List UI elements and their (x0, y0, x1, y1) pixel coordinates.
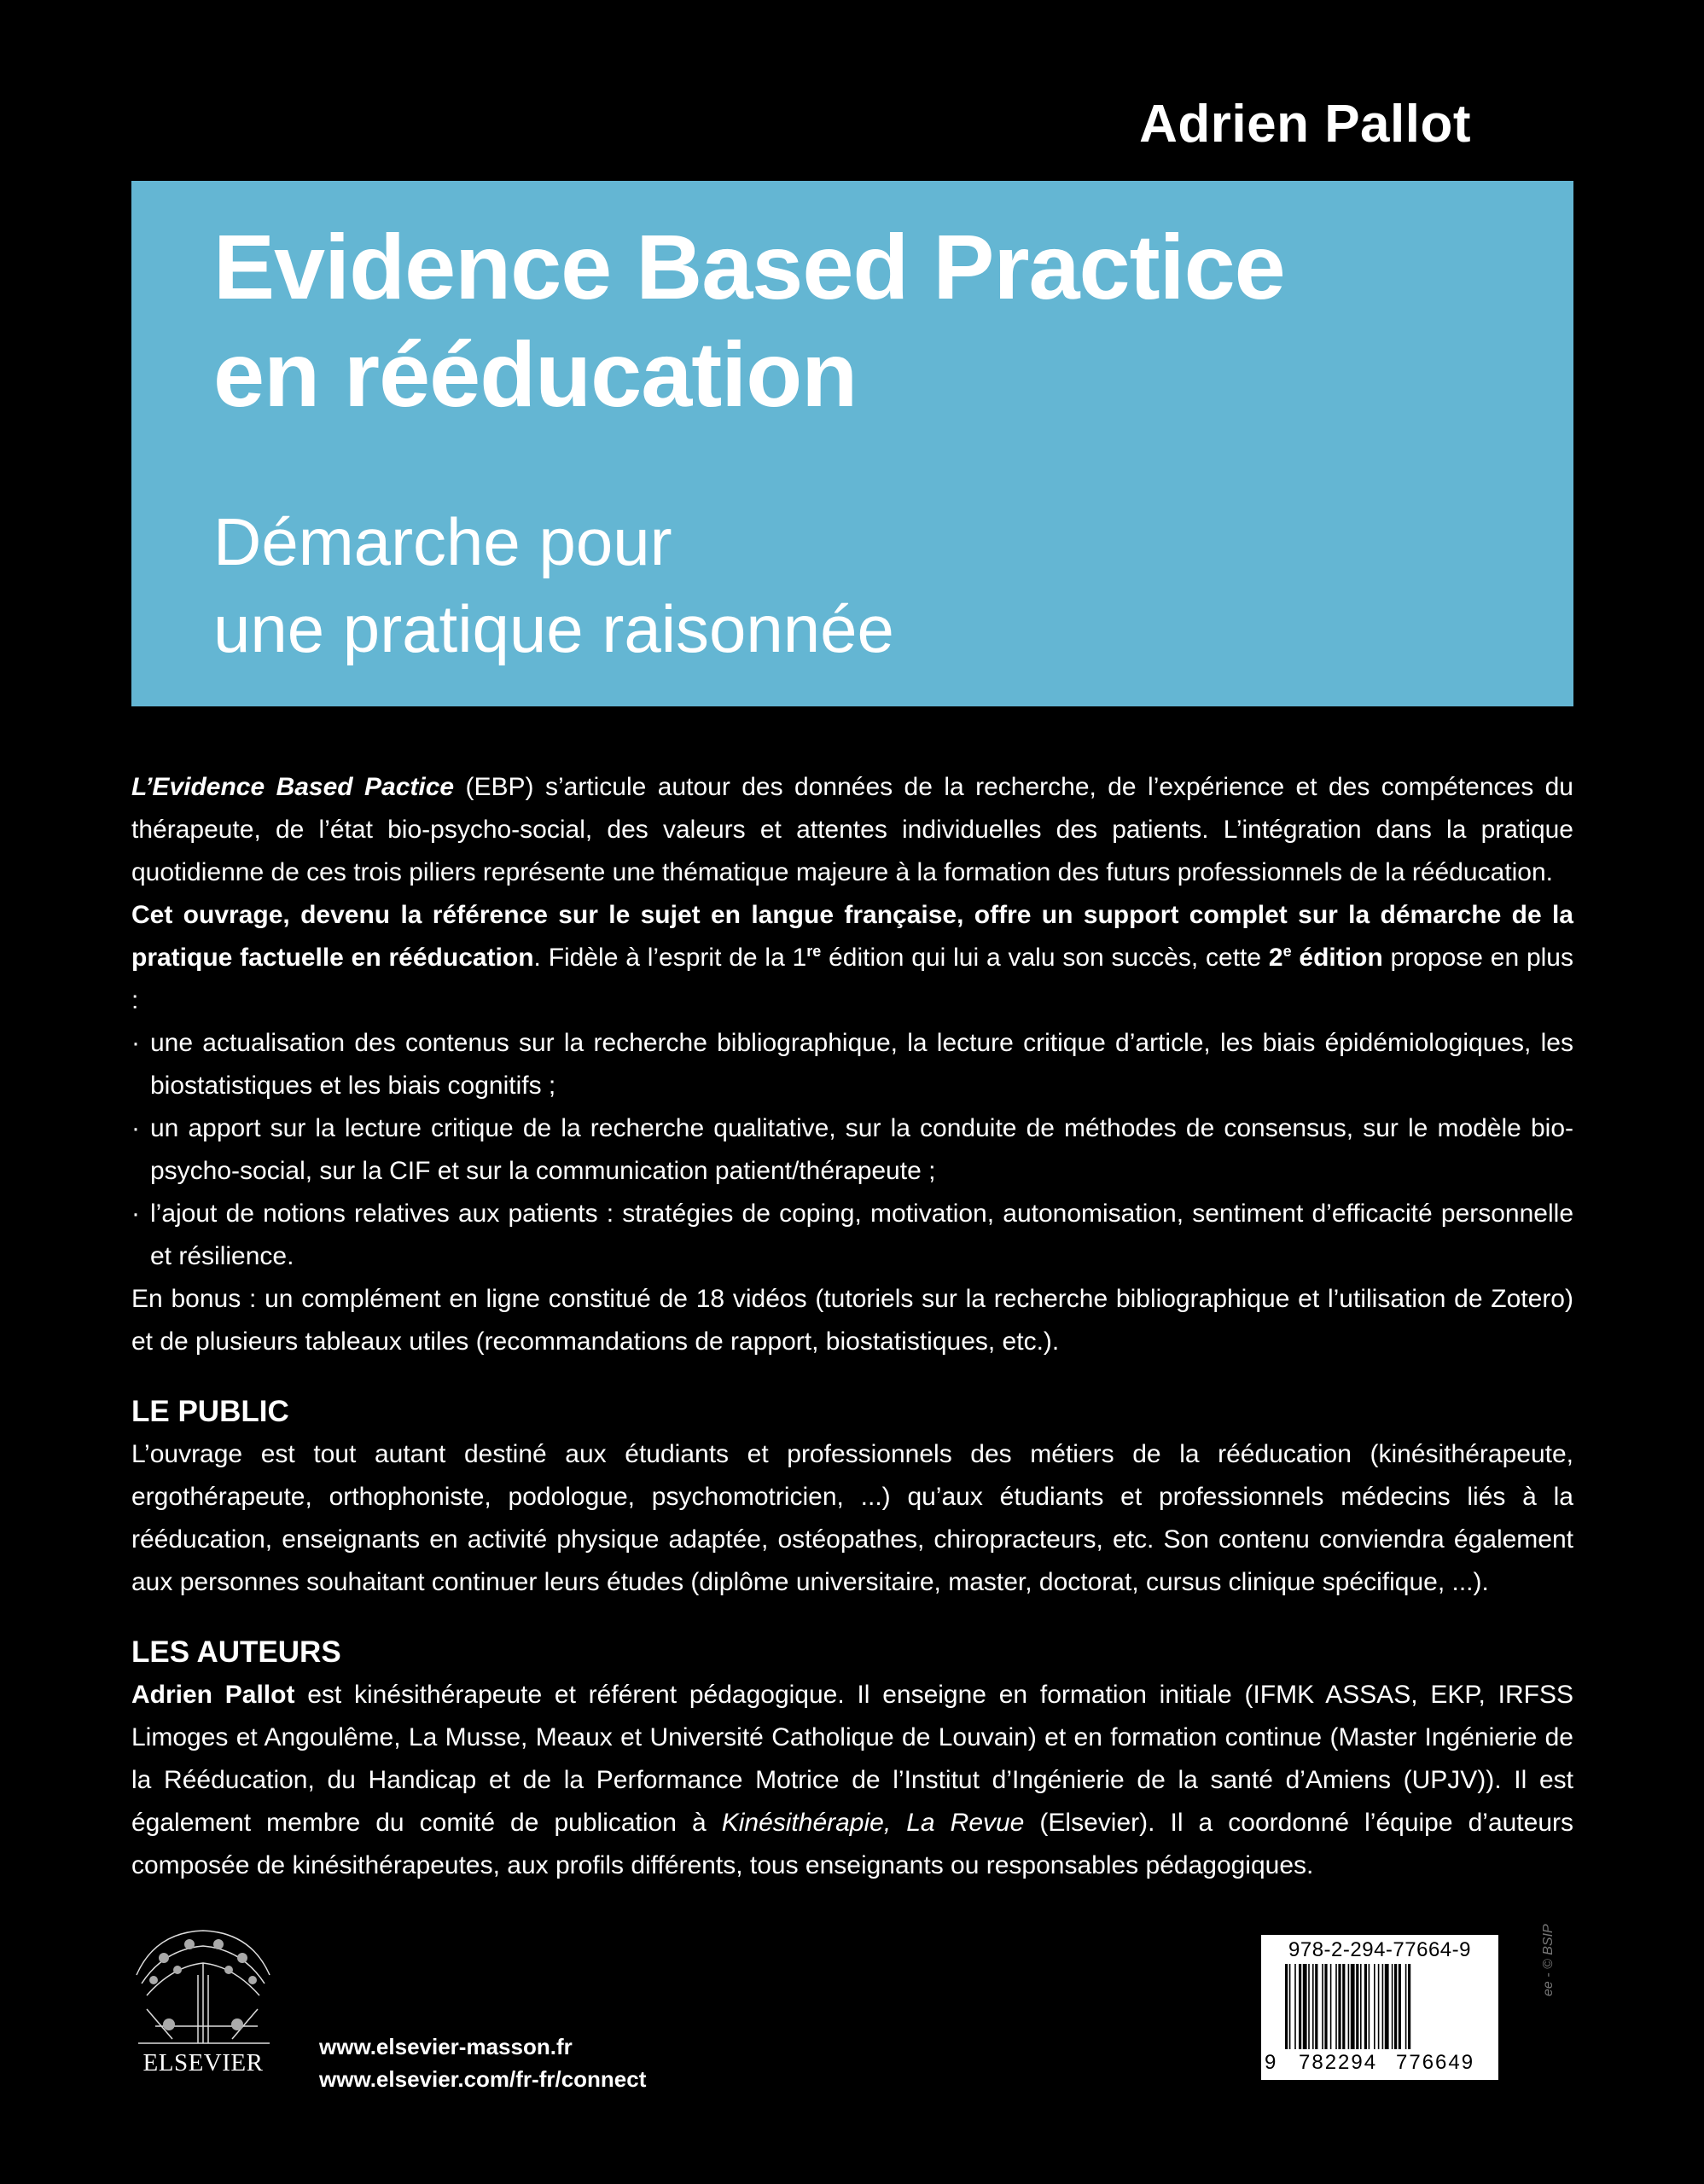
author-bio-text-a: est kinésithérapeute et référent pédagogique. Il enseigne en formation initiale (IFMK ASSAS, EKP, IRFSS Limoges et Angoulême, La Musse, Meaux et Université Catholique de Louvain) et en formation continue (Master Ingénierie de la Rééducation, du Handicap et de la Performance Motrice de l’Institut d’Ingénierie de la santé d’Amiens (UPJV)). Il est également membre du comité de publication à (131, 1681, 1573, 1837)
barcode-bar (1364, 1964, 1367, 2049)
barcode-bar (1342, 1964, 1345, 2049)
barcode-bar (1394, 1964, 1397, 2049)
barcode-bar (1294, 1964, 1296, 2049)
connect-link[interactable]: www.elsevier.com/fr-fr/connect (319, 2066, 647, 2092)
barcode-bar (1330, 1964, 1332, 2049)
website-link[interactable]: www.elsevier-masson.fr (319, 2034, 573, 2059)
bullet-text: l’ajout de notions relatives aux patients : stratégies de coping, motivation, autonomisation, sentiment d’efficacité personnelle et résilience. (150, 1199, 1573, 1270)
barcode-digits-right: 776649 (1396, 2051, 1475, 2074)
list-item (131, 1193, 1573, 1278)
edition-text-b: édition qui lui a valu son succès, cette (821, 944, 1269, 972)
publisher-links (319, 2030, 646, 2095)
barcode-bar (1399, 1964, 1401, 2049)
barcode-bar (1299, 1964, 1301, 2049)
barcode-bar (1374, 1964, 1375, 2049)
isbn-number: 978-2-294-77664-9 (1288, 1938, 1471, 1961)
barcode-bar (1289, 1964, 1291, 2049)
barcode-bar (1303, 1964, 1307, 2049)
bullet-marker: · (131, 1199, 140, 1228)
barcode-bar (1348, 1964, 1350, 2049)
publisher-name: ELSEVIER (142, 2049, 264, 2077)
list-item (131, 1107, 1573, 1193)
bullet-text: un apport sur la lecture critique de la recherche qualitative, sur la conduite de méthodes de consensus, sur le modèle bio-psycho-social, sur la CIF et sur la communication patient/thérapeute ; (150, 1114, 1573, 1185)
book-title (213, 213, 1544, 428)
photo-credit: ee - © BSIP (1541, 1924, 1556, 1996)
edition-word: édition (1291, 944, 1383, 972)
superscript-e: e (1282, 943, 1292, 960)
authors-heading: LES AUTEURS (131, 1635, 341, 1669)
title-line-1: Evidence Based Practice (213, 215, 1285, 318)
barcode-bar (1405, 1964, 1407, 2049)
edition-paragraph (131, 894, 1573, 1022)
barcode-bar (1351, 1964, 1355, 2049)
public-paragraph: L’ouvrage est tout autant destiné aux étudiants et professionnels des métiers de la rééducation (kinésithérapeute, ergothérapeute, orthophoniste, podologue, psychomotricien, ...) qu’aux étudiants et professionnels médecins liés à la rééducation, enseignants en activité physique adaptée, ostéopathes, chiropracteurs, etc. Son contenu conviendra également aux personnes souhaitant continuer leurs études (diplôme universitaire, master, doctorat, cursus clinique spécifique, ...). (131, 1440, 1573, 1596)
bullet-text: une actualisation des contenus sur la recherche bibliographique, la lecture critique d’article, les biais épidémiologiques, les biostatistiques et les biais cognitifs ; (150, 1029, 1573, 1100)
barcode-bar (1385, 1964, 1389, 2049)
back-cover-text (131, 766, 1573, 1887)
barcode-bar (1285, 1964, 1288, 2049)
edition-highlight: Cet ouvrage, devenu la référence sur le sujet en langue française, offre un support complet sur la démarche de la pratique factuelle en rééducation (131, 901, 1573, 972)
barcode-bar (1312, 1964, 1314, 2049)
edition-text-c: propose en plus : (131, 944, 1573, 1014)
barcode-bar (1369, 1964, 1370, 2049)
barcode-bar (1315, 1964, 1317, 2049)
barcode-bar (1378, 1964, 1380, 2049)
barcode-bar (1335, 1964, 1337, 2049)
edition-text-a: . Fidèle à l’esprit de la 1 (533, 944, 807, 972)
barcode-digits-left: 782294 (1299, 2051, 1378, 2074)
barcode-bar (1308, 1964, 1310, 2049)
authors-paragraph (131, 1674, 1573, 1887)
superscript-re: re (806, 943, 822, 960)
barcode-bar (1382, 1964, 1384, 2049)
author-bio-name: Adrien Pallot (131, 1681, 295, 1709)
barcode-bars (1280, 1964, 1485, 2049)
list-item (131, 1022, 1573, 1107)
barcode-bar (1356, 1964, 1358, 2049)
barcode-bar (1338, 1964, 1341, 2049)
public-heading: LE PUBLIC (131, 1395, 289, 1428)
edition-number: 2 (1268, 944, 1283, 972)
title-line-2: en rééducation (213, 322, 858, 426)
author-name: Adrien Pallot (1139, 95, 1471, 154)
barcode-digit-first: 9 (1265, 2051, 1278, 2074)
subtitle-line-2: une pratique raisonnée (213, 591, 894, 666)
barcode-bar (1324, 1964, 1327, 2049)
intro-text: (EBP) s’articule autour des données de la recherche, de l’expérience et des compétences du thérapeute, de l’état bio-psycho-social, des valeurs et attentes individuelles des patients. L’intégration dans la pratique quotidienne de ces trois piliers représente une thématique majeure à la formation des futurs professionnels de la rééducation. (131, 773, 1573, 886)
barcode-bar (1322, 1964, 1323, 2049)
barcode-bar (1360, 1964, 1362, 2049)
book-subtitle (213, 498, 1493, 672)
subtitle-line-1: Démarche pour (213, 504, 672, 579)
barcode-bar (1408, 1964, 1410, 2049)
ebp-term: L’Evidence Based Pactice (131, 773, 455, 801)
bullet-marker: · (131, 1114, 140, 1142)
isbn-barcode (1261, 1935, 1498, 2080)
intro-paragraph (131, 766, 1573, 894)
bonus-paragraph: En bonus : un complément en ligne constitué de 18 vidéos (tutoriels sur la recherche bibliographique et l’utilisation de Zotero) et de plusieurs tableaux utiles (recommandations de rapport, biostatistiques, etc.). (131, 1285, 1573, 1356)
title-banner (131, 181, 1573, 706)
journal-title: Kinésithérapie, La Revue (721, 1809, 1025, 1837)
barcode-bar (1392, 1964, 1393, 2049)
bullet-marker: · (131, 1029, 140, 1057)
author-bio-text-b: (Elsevier). Il a coordonné l’équipe d’auteurs composée de kinésithérapeutes, aux profils différents, tous enseignants ou responsables pédagogiques. (131, 1809, 1574, 1879)
